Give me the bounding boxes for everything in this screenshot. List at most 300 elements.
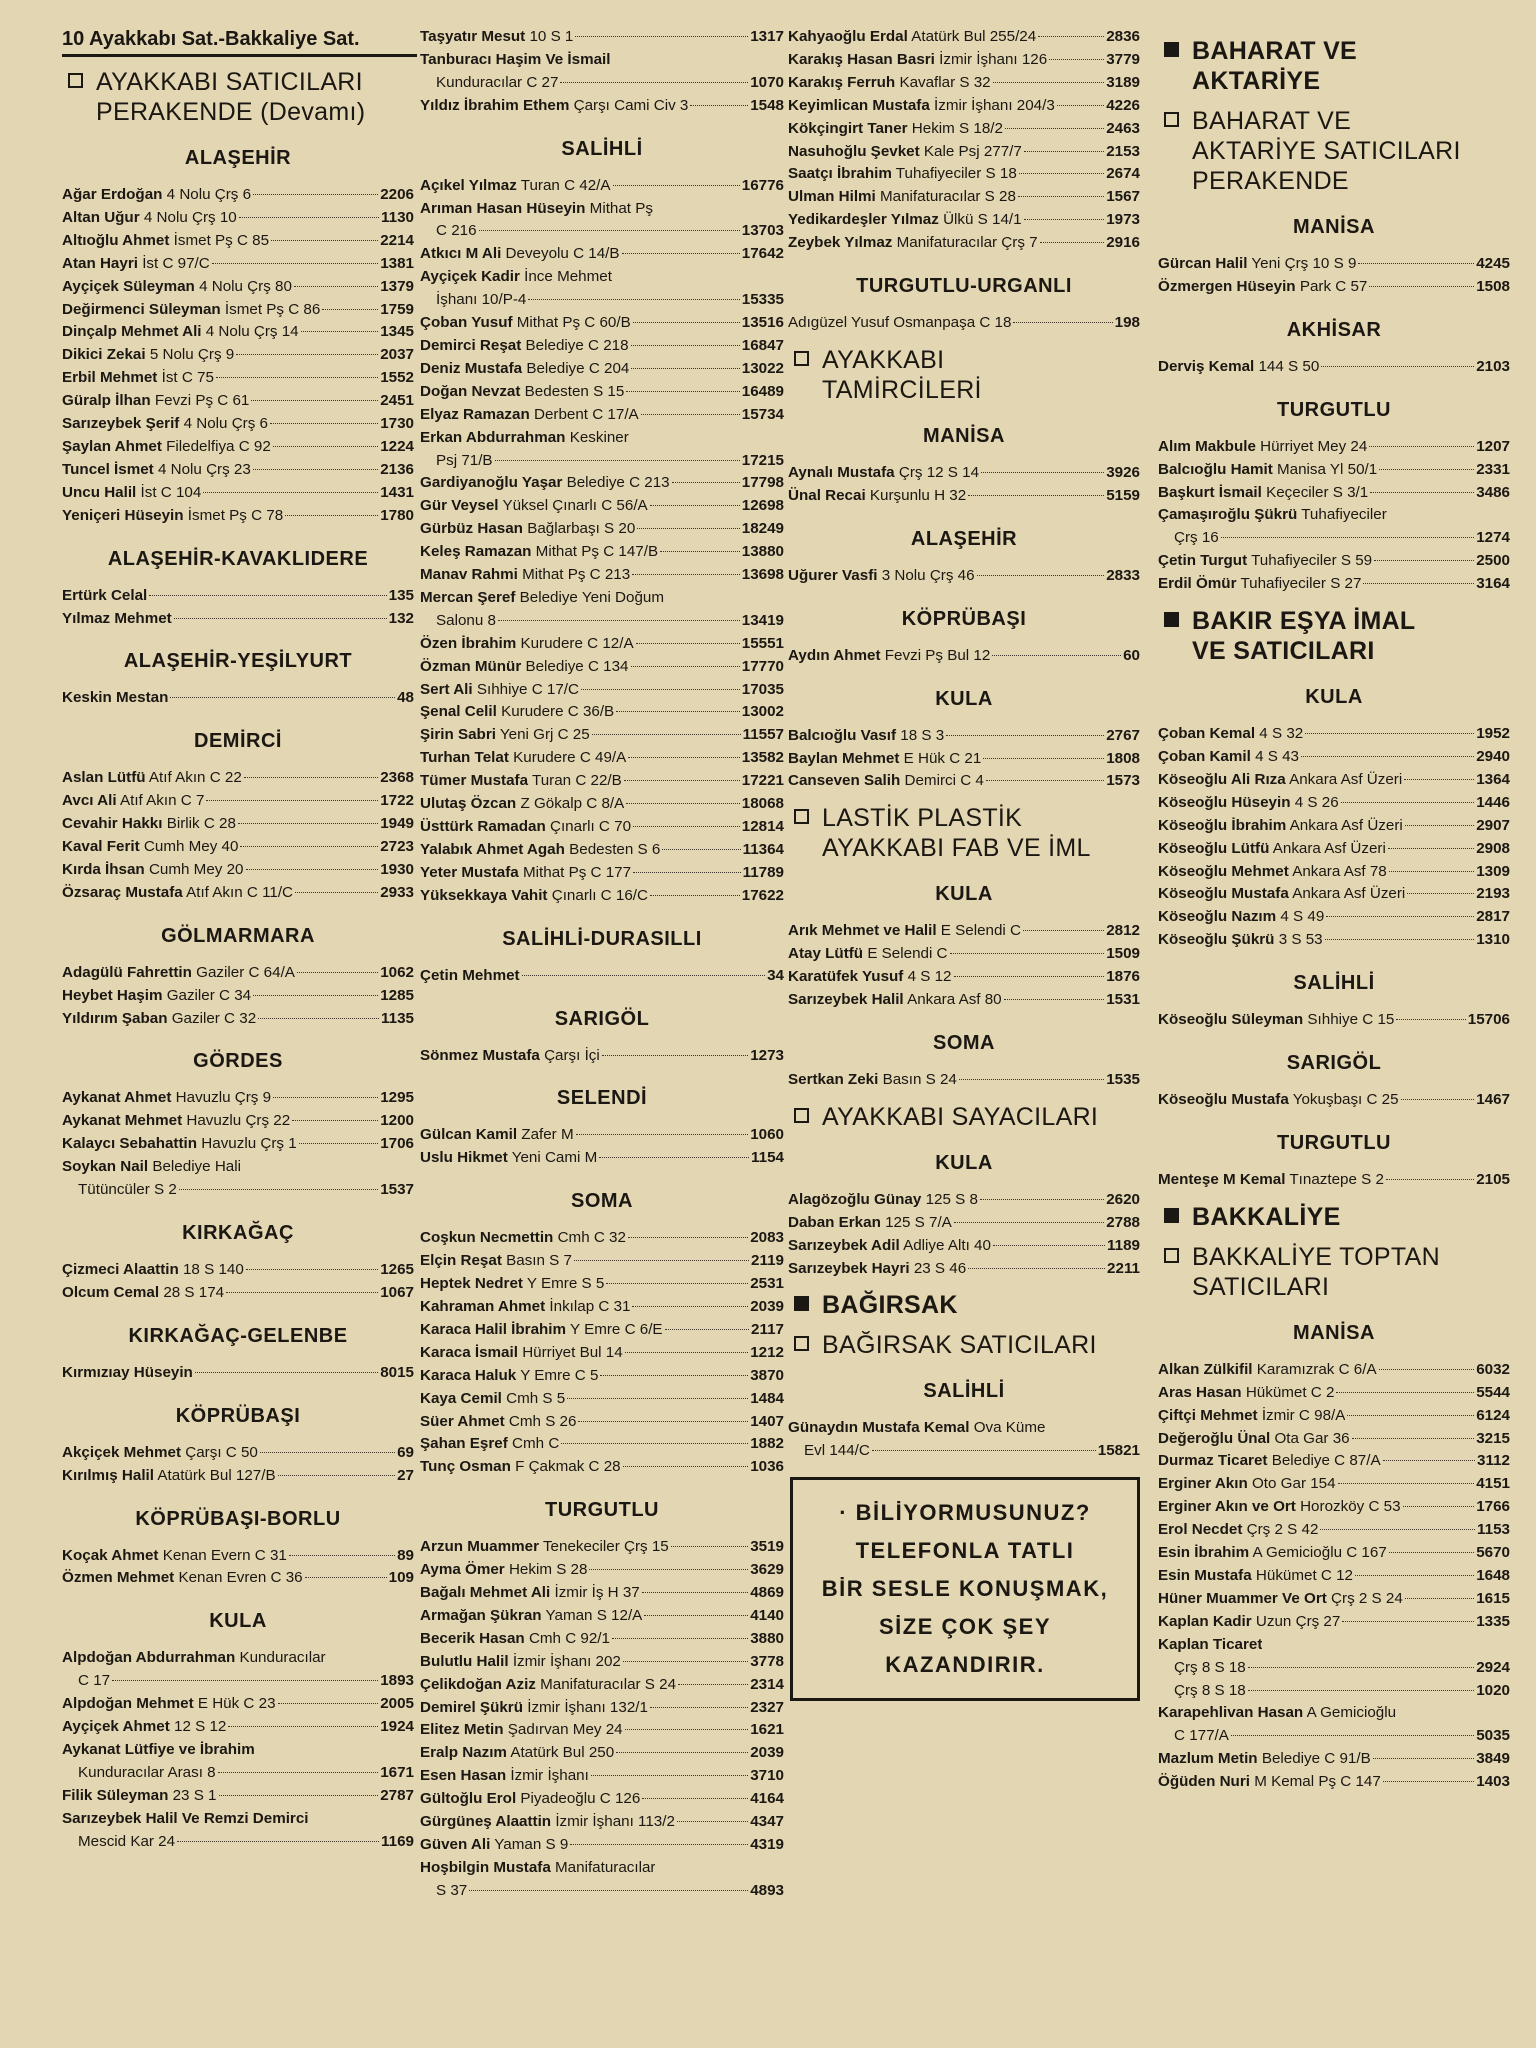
- dotted-leader: [561, 1443, 748, 1444]
- listing-address: Piyadeoğlu C 126: [520, 1790, 641, 1808]
- listing-address: Çınarlı C 16/C: [551, 886, 648, 904]
- listing-line: [62, 882, 414, 905]
- listing-entry: [420, 495, 784, 518]
- listing-entry: [62, 299, 414, 322]
- listing-address: Adıgüzel Yusuf Osmanpaşa C 18: [788, 314, 1012, 332]
- listing-address: Adliye Altı 40: [903, 1236, 991, 1254]
- listing-entry: [62, 1545, 414, 1568]
- section-title-line: SATICILARI: [1192, 1272, 1330, 1301]
- listing-entry: [62, 1156, 414, 1202]
- listing-line: [62, 207, 414, 230]
- listing-line: [62, 790, 414, 813]
- listing-address: Tütüncüler S 2: [78, 1181, 177, 1199]
- phone-number: 12814: [741, 818, 784, 835]
- listing-name: Balcıoğlu Vasıf: [788, 726, 897, 744]
- city-heading: ALAŞEHİR-YEŞİLYURT: [123, 650, 353, 673]
- listing-line: [62, 1362, 414, 1385]
- listing-text: [420, 656, 629, 679]
- dotted-leader: [983, 758, 1104, 759]
- listing-text: [420, 1582, 640, 1605]
- dotted-leader: [322, 309, 378, 310]
- phone-number: 1446: [1476, 793, 1510, 811]
- listing-entry: [1158, 838, 1510, 861]
- dotted-leader: [522, 975, 766, 976]
- listing-text: [788, 725, 944, 748]
- listing-address: İzmir İş H 37: [554, 1584, 640, 1602]
- listing-entry: [1158, 746, 1510, 769]
- listing-text: [1174, 1725, 1229, 1748]
- phone-number: 1508: [1476, 277, 1510, 295]
- listing-line: [62, 1567, 414, 1590]
- listing-address: Ankara Asf 78: [1292, 862, 1387, 880]
- listing-entry: [788, 462, 1140, 485]
- listing-line: [62, 1647, 414, 1670]
- listing-entry: [420, 1045, 784, 1068]
- listing-address: Z Gökalp C 8/A: [520, 795, 625, 813]
- phone-number: 1509: [1106, 945, 1140, 963]
- dotted-leader: [637, 528, 739, 529]
- listing-line: [788, 141, 1140, 164]
- listing-text: [420, 1536, 669, 1559]
- listing-address: Ankara Asf Üzeri: [1292, 885, 1406, 903]
- city-heading: GÖLMARMARA: [161, 924, 315, 947]
- listing-line: [420, 1582, 784, 1605]
- dotted-leader: [240, 846, 378, 847]
- dotted-leader: [623, 1466, 749, 1467]
- listing-text: [1158, 1542, 1387, 1565]
- listing-line: [420, 198, 784, 221]
- listing-text: [420, 312, 631, 335]
- listing-line: [62, 813, 414, 836]
- listing-text: [420, 1719, 623, 1742]
- phone-number: 1552: [380, 369, 414, 387]
- listing-address: 5 Nolu Çrş 9: [149, 346, 235, 364]
- phone-number: 1067: [380, 1283, 414, 1301]
- listing-line: [1158, 1359, 1510, 1382]
- listing-line: [1158, 792, 1510, 815]
- phone-number: 8015: [380, 1363, 414, 1381]
- phone-number: 2833: [1106, 566, 1140, 584]
- phone-number: 13582: [741, 749, 784, 767]
- dotted-leader: [271, 240, 378, 241]
- dotted-leader: [650, 895, 740, 896]
- listing-entry: [420, 358, 784, 381]
- listing-entry: [420, 1250, 784, 1273]
- page-header: 10 Ayakkabı Sat.-Bakkaliye Sat.: [62, 28, 417, 57]
- phone-number: 1379: [380, 277, 414, 295]
- listing-address: Kenan Evern C 31: [162, 1546, 287, 1564]
- listing-text: [1158, 459, 1377, 482]
- listing-line: [62, 436, 414, 459]
- listing-address: Kavaflar S 32: [899, 73, 991, 91]
- listing-text: [420, 724, 590, 747]
- section-heading: [788, 345, 1140, 405]
- listing-line: [1158, 746, 1510, 769]
- listing-name: Ağar Erdoğan: [62, 186, 163, 203]
- listing-entry: [1158, 1588, 1510, 1611]
- listing-text: [1158, 746, 1299, 769]
- listing-entry: [1158, 482, 1510, 505]
- listing-name: Arzun Muammer: [420, 1538, 539, 1556]
- phone-number: 1780: [380, 506, 414, 524]
- listing-line: [420, 1273, 784, 1296]
- listing-entry: [1158, 929, 1510, 952]
- listing-name: Heybet Haşim: [62, 986, 163, 1004]
- category-heading: [1158, 36, 1510, 96]
- listing-name: Elyaz Ramazan: [420, 405, 530, 423]
- phone-number: 132: [388, 609, 414, 627]
- listing-line: [62, 1087, 414, 1110]
- listing-line: [420, 1880, 784, 1903]
- phone-number: 2933: [380, 883, 414, 901]
- column-1: [62, 26, 414, 1854]
- listing-entry: [420, 1536, 784, 1559]
- listing-name: Tuncel İsmet: [62, 460, 154, 478]
- listing-name: Özsaraç Mustafa: [62, 883, 183, 901]
- listing-name: Altıoğlu Ahmet: [62, 231, 170, 249]
- phone-number: 3880: [750, 1629, 784, 1647]
- listing-line: [788, 770, 1140, 793]
- listing-address: Ankara Asf Üzeri: [1272, 839, 1386, 857]
- listing-text: [420, 1674, 676, 1697]
- listing-name: Kahyaoğlu Erdal: [788, 28, 908, 45]
- listing-entry: [420, 26, 784, 49]
- listing-line: [62, 1133, 414, 1156]
- listing-address: Çrş 12 S 14: [898, 463, 980, 481]
- listing-name: Ulman Hilmi: [788, 188, 876, 206]
- listing-name: Köseoğlu Nazım: [1158, 908, 1277, 926]
- dotted-leader: [632, 1306, 748, 1307]
- listing-text: [420, 1811, 675, 1834]
- empty-square-icon: [794, 809, 809, 824]
- listing-text: [1158, 792, 1339, 815]
- dotted-leader: [1023, 930, 1104, 931]
- phone-number: 2620: [1106, 1190, 1140, 1208]
- listing-entry: [420, 1811, 784, 1834]
- listing-address: Psj 71/B: [436, 451, 493, 469]
- listing-text: [1158, 1702, 1396, 1725]
- listing-entry: [1158, 1382, 1510, 1405]
- dotted-leader: [1388, 848, 1474, 849]
- phone-number: 1952: [1476, 725, 1510, 743]
- dotted-leader: [1221, 537, 1474, 538]
- phone-number: 2039: [750, 1297, 784, 1315]
- listing-entry: [420, 701, 784, 724]
- dotted-leader: [642, 1592, 748, 1593]
- phone-number: 15335: [741, 291, 784, 309]
- dotted-leader: [636, 643, 740, 644]
- listing-line: [788, 1189, 1140, 1212]
- dotted-leader: [954, 1222, 1104, 1223]
- dotted-leader: [616, 1752, 748, 1753]
- listing-entry: [1158, 1496, 1510, 1519]
- dotted-leader: [665, 1329, 749, 1330]
- listing-line: [420, 175, 784, 198]
- listing-entry: [1158, 1450, 1510, 1473]
- listing-entry: [1158, 1473, 1510, 1496]
- listing-line: [788, 462, 1140, 485]
- phone-number: 1973: [1106, 211, 1140, 229]
- listing-address: Karamızrak C 6/A: [1256, 1360, 1377, 1378]
- city-heading: KULA: [935, 687, 993, 710]
- phone-number: 2788: [1106, 1213, 1140, 1231]
- listing-text: [1174, 1680, 1246, 1703]
- phone-number: 2817: [1476, 908, 1510, 926]
- listing-name: Ayçiçek Ahmet: [62, 1718, 170, 1736]
- listing-entry: [62, 253, 414, 276]
- listing-name: Esen Hasan: [420, 1767, 507, 1785]
- phone-number: 3112: [1477, 1452, 1510, 1470]
- listing-line: [788, 1069, 1140, 1092]
- listing-entry: [420, 1628, 784, 1651]
- listing-entry: [62, 585, 414, 608]
- section-title-line: BAKKALİYE: [1192, 1202, 1341, 1231]
- dotted-leader: [631, 345, 740, 346]
- dotted-leader: [574, 1260, 749, 1261]
- listing-text: [62, 962, 295, 985]
- listing-name: Altan Uğur: [62, 208, 140, 226]
- listing-name: Elitez Metin: [420, 1721, 504, 1739]
- listing-entry: [420, 49, 784, 95]
- dotted-leader: [946, 735, 1104, 736]
- listing-line: [62, 1785, 414, 1808]
- listing-name: Atkıcı M Ali: [420, 245, 502, 263]
- listing-line: [420, 49, 784, 72]
- listing-name: Sarızeybek Hayri: [788, 1259, 910, 1277]
- dotted-leader: [498, 620, 740, 621]
- dotted-leader: [1049, 59, 1104, 60]
- phone-number: 109: [388, 1569, 414, 1587]
- listing-text: [62, 1110, 290, 1133]
- listing-line: [62, 836, 414, 859]
- listing-address: 3 S 53: [1278, 931, 1323, 949]
- listing-entry: [788, 748, 1140, 771]
- listing-name: Nasuhoğlu Şevket: [788, 142, 920, 160]
- dotted-leader: [560, 82, 748, 83]
- dotted-leader: [981, 472, 1104, 473]
- listing-address: 3 Nolu Çrş 46: [881, 566, 975, 584]
- listing-text: [62, 1647, 326, 1670]
- phone-number: 2723: [380, 838, 414, 856]
- listing-entry: [62, 1716, 414, 1739]
- listing-line: [420, 358, 784, 381]
- listing-entry: [62, 1110, 414, 1133]
- phone-number: 1135: [381, 1009, 414, 1027]
- listing-text: [62, 1008, 256, 1031]
- listing-entry: [420, 381, 784, 404]
- listing-line: [420, 839, 784, 862]
- dotted-leader: [206, 800, 378, 801]
- phone-number: 16847: [741, 336, 784, 354]
- section-title-line: AYAKKABI SAYACILARI: [822, 1102, 1099, 1131]
- phone-number: 2314: [750, 1675, 784, 1693]
- listing-address: Belediye C 218: [525, 336, 629, 354]
- dotted-leader: [236, 354, 378, 355]
- listing-line: [420, 1456, 784, 1479]
- listing-name: Öğüden Nuri: [1158, 1773, 1250, 1791]
- dotted-leader: [650, 1707, 748, 1708]
- listing-address: Keskiner: [569, 428, 629, 446]
- dotted-leader: [170, 697, 395, 698]
- listing-address: İşhanı 10/P-4: [436, 291, 527, 309]
- dotted-leader: [954, 976, 1105, 977]
- listing-entry: [1158, 1565, 1510, 1588]
- listing-line: [788, 186, 1140, 209]
- listing-line: [62, 1739, 414, 1762]
- listing-entry: [1158, 1611, 1510, 1634]
- empty-square-icon: [1164, 1248, 1179, 1263]
- dotted-leader: [1389, 1552, 1474, 1553]
- listing-text: [1158, 1771, 1381, 1794]
- listing-address: Çarşı İçi: [544, 1046, 600, 1064]
- listing-text: [62, 1716, 226, 1739]
- listing-line: [62, 276, 414, 299]
- listing-entry: [788, 209, 1140, 232]
- dotted-leader: [1386, 1179, 1474, 1180]
- phone-number: 1265: [380, 1261, 414, 1278]
- dotted-leader: [602, 1055, 748, 1056]
- dotted-leader: [578, 1421, 748, 1422]
- listing-name: Ertürk Celal: [62, 586, 148, 604]
- listing-name: Avcı Ali: [62, 792, 117, 810]
- listing-entry: [62, 1693, 414, 1716]
- listing-text: [788, 1069, 957, 1092]
- listing-entry: [420, 1834, 784, 1857]
- listing-line: [62, 608, 414, 631]
- listing-line: [420, 656, 784, 679]
- listing-entry: [420, 1719, 784, 1742]
- listing-address: Gaziler C 32: [171, 1009, 257, 1027]
- dotted-leader: [1373, 1758, 1474, 1759]
- listing-text: [420, 885, 648, 908]
- listing-address: Yeni Çrş 10 S 9: [1251, 255, 1357, 272]
- dotted-leader: [1389, 871, 1474, 872]
- listing-name: Erbil Mehmet: [62, 369, 158, 387]
- listing-line: [420, 633, 784, 656]
- listing-name: Ulutaş Özcan: [420, 795, 517, 813]
- listing-line: [420, 404, 784, 427]
- listing-name: Aykanat Mehmet: [62, 1112, 183, 1130]
- phone-number: 13880: [741, 543, 784, 561]
- phone-number: 11789: [742, 863, 784, 881]
- listing-text: [420, 1388, 565, 1411]
- listing-name: Yıldırım Şaban: [62, 1009, 168, 1027]
- listing-line: [420, 885, 784, 908]
- listing-name: Arık Mehmet ve Halil: [788, 922, 937, 940]
- listing-line: [1158, 527, 1510, 550]
- listing-name: Hoşbilgin Mustafa: [420, 1858, 551, 1876]
- listing-line: [1158, 1089, 1510, 1112]
- listing-text: [420, 1697, 648, 1720]
- dotted-leader: [625, 1352, 749, 1353]
- dotted-leader: [1321, 366, 1474, 367]
- phone-number: 1706: [380, 1135, 414, 1153]
- listing-name: Kırda İhsan: [62, 860, 145, 878]
- listing-entry: [788, 26, 1140, 49]
- listing-line: [1158, 1542, 1510, 1565]
- listing-line: [420, 1559, 784, 1582]
- listing-address: Manifaturacılar S 28: [880, 188, 1016, 206]
- listing-line: [420, 564, 784, 587]
- listing-entry: [420, 1651, 784, 1674]
- listing-line: [788, 1417, 1140, 1440]
- listing-name: Gardiyanoğlu Yaşar: [420, 474, 563, 492]
- listing-entry: [420, 1857, 784, 1903]
- phone-number: 1335: [1476, 1612, 1510, 1630]
- listing-text: [788, 645, 990, 668]
- listing-text: [420, 1834, 568, 1857]
- listing-text: [62, 1545, 287, 1568]
- listing-text: [62, 767, 242, 790]
- listing-address: Kunduracılar: [239, 1649, 326, 1667]
- listing-line: [420, 1388, 784, 1411]
- listing-line: [420, 816, 784, 839]
- listing-name: Erginer Akın ve Ort: [1158, 1498, 1296, 1516]
- dotted-leader: [1401, 1099, 1475, 1100]
- phone-number: 34: [767, 966, 784, 984]
- listing-text: [420, 679, 579, 702]
- listing-text: [62, 390, 249, 413]
- listing-line: [62, 1442, 414, 1465]
- dotted-leader: [238, 823, 378, 824]
- city-heading: SOMA: [933, 1031, 995, 1054]
- listing-entry: [1158, 906, 1510, 929]
- phone-number: 3778: [750, 1652, 784, 1670]
- filled-square-icon: [794, 1296, 809, 1311]
- listing-line: [788, 49, 1140, 72]
- notice-box: [790, 1477, 1140, 1701]
- phone-number: 4319: [750, 1836, 784, 1853]
- listing-address: İzmir İşhanı 126: [939, 50, 1048, 68]
- listing-name: Çiftçi Mehmet: [1158, 1406, 1258, 1424]
- listing-name: Çetin Mehmet: [420, 966, 520, 984]
- listing-line: [420, 1742, 784, 1765]
- listing-name: Aydın Ahmet: [788, 646, 881, 664]
- listing-text: [62, 344, 234, 367]
- listing-line: [420, 1697, 784, 1720]
- listing-name: Tümer Mustafa: [420, 772, 529, 790]
- phone-number: 6032: [1476, 1360, 1510, 1378]
- listing-text: [1158, 573, 1361, 596]
- notice-line: KAZANDIRIR.: [885, 1652, 1045, 1678]
- city-heading: GÖRDES: [193, 1050, 283, 1073]
- section-heading: [788, 1102, 1140, 1132]
- phone-number: 1036: [750, 1458, 784, 1476]
- listing-line: [62, 482, 414, 505]
- listing-entry: [788, 95, 1140, 118]
- listing-name: Aras Hasan: [1158, 1383, 1242, 1401]
- listing-address: Keçeciler S 3/1: [1266, 483, 1369, 501]
- phone-number: 17798: [741, 474, 784, 492]
- dotted-leader: [1404, 779, 1474, 780]
- listing-line: [62, 585, 414, 608]
- listing-entry: [1158, 1169, 1510, 1192]
- listing-text: [62, 321, 299, 344]
- listing-text: [788, 232, 1038, 255]
- listing-address: İsmet Pş C 78: [187, 506, 284, 524]
- phone-number: 2531: [750, 1275, 784, 1293]
- listing-text: [1158, 504, 1387, 527]
- listing-address: Mithat Pş C 60/B: [516, 314, 631, 332]
- phone-number: 1766: [1476, 1498, 1510, 1516]
- listing-line: [1158, 1725, 1510, 1748]
- phone-number: 1189: [1107, 1236, 1140, 1254]
- listing-entry: [62, 482, 414, 505]
- dotted-leader: [1248, 1690, 1474, 1691]
- listing-address: Çınarlı C 70: [549, 818, 632, 835]
- listing-address: İzmir C 98/A: [1261, 1406, 1346, 1424]
- dotted-leader: [641, 414, 740, 415]
